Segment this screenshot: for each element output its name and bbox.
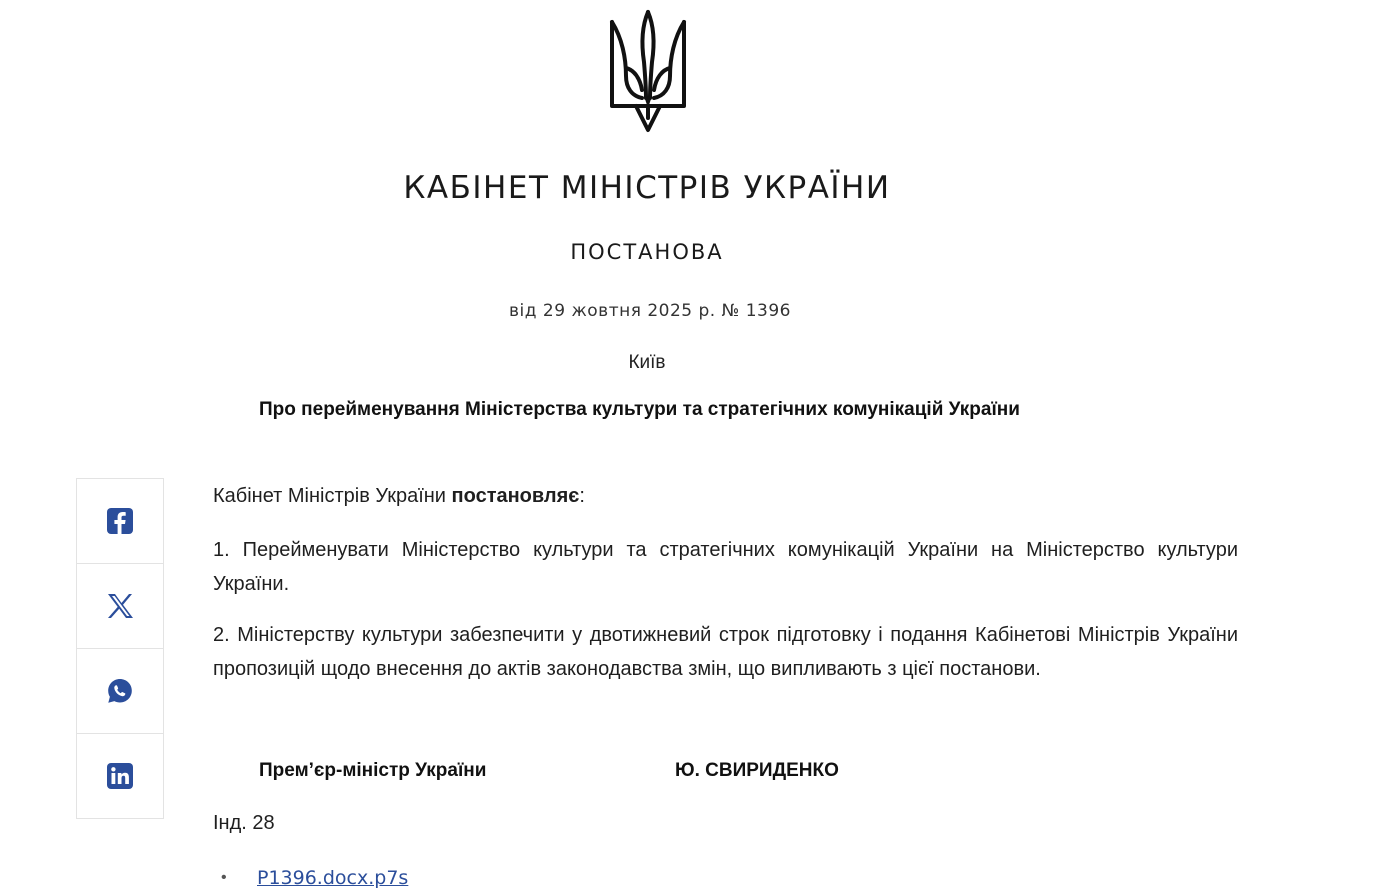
x-twitter-icon [106, 593, 134, 619]
paragraph-1: 1. Перейменувати Міністерство культури та стратегічних комунікацій України на Міністерство культури України. [213, 539, 1238, 595]
document-subject: Про перейменування Міністерства культури та стратегічних комунікацій України [259, 399, 1020, 420]
signer-name: Ю. СВИРИДЕНКО [675, 760, 839, 781]
share-bar [76, 478, 164, 819]
list-item [213, 858, 408, 892]
intro-suffix: : [579, 485, 585, 507]
bullet-icon: • [221, 869, 227, 886]
share-whatsapp-button[interactable] [77, 649, 163, 734]
document-index: Інд. 28 [213, 812, 275, 834]
document-type: ПОСТАНОВА [570, 240, 724, 264]
linkedin-icon [107, 763, 133, 789]
tryzub-coat-of-arms-icon [608, 8, 688, 134]
intro-resolves: постановляє [451, 485, 580, 507]
signer-title: Прем’єр-міністр України [259, 760, 487, 781]
document-city: Київ [628, 352, 666, 373]
cabinet-title: КАБІНЕТ МІНІСТРІВ УКРАЇНИ [403, 170, 891, 206]
whatsapp-icon [107, 678, 133, 704]
intro-paragraph [213, 479, 1238, 513]
attachments-list [213, 858, 408, 892]
attachment-link[interactable]: P1396.docx.p7s [257, 867, 409, 889]
share-facebook-button[interactable] [77, 479, 163, 564]
paragraph-2: 2. Міністерству культури забезпечити у двотижневий строк підготовку і подання Кабінетові Міністрів України пропозицій щодо внесення до актів законодавства змін, що випливають з цієї постанови. [213, 624, 1238, 680]
facebook-icon [107, 508, 133, 534]
document-date-number: від 29 жовтня 2025 р. № 1396 [509, 301, 791, 321]
share-linkedin-button[interactable] [77, 734, 163, 818]
share-x-button[interactable] [77, 564, 163, 649]
intro-prefix: Кабінет Міністрів України [213, 485, 452, 507]
